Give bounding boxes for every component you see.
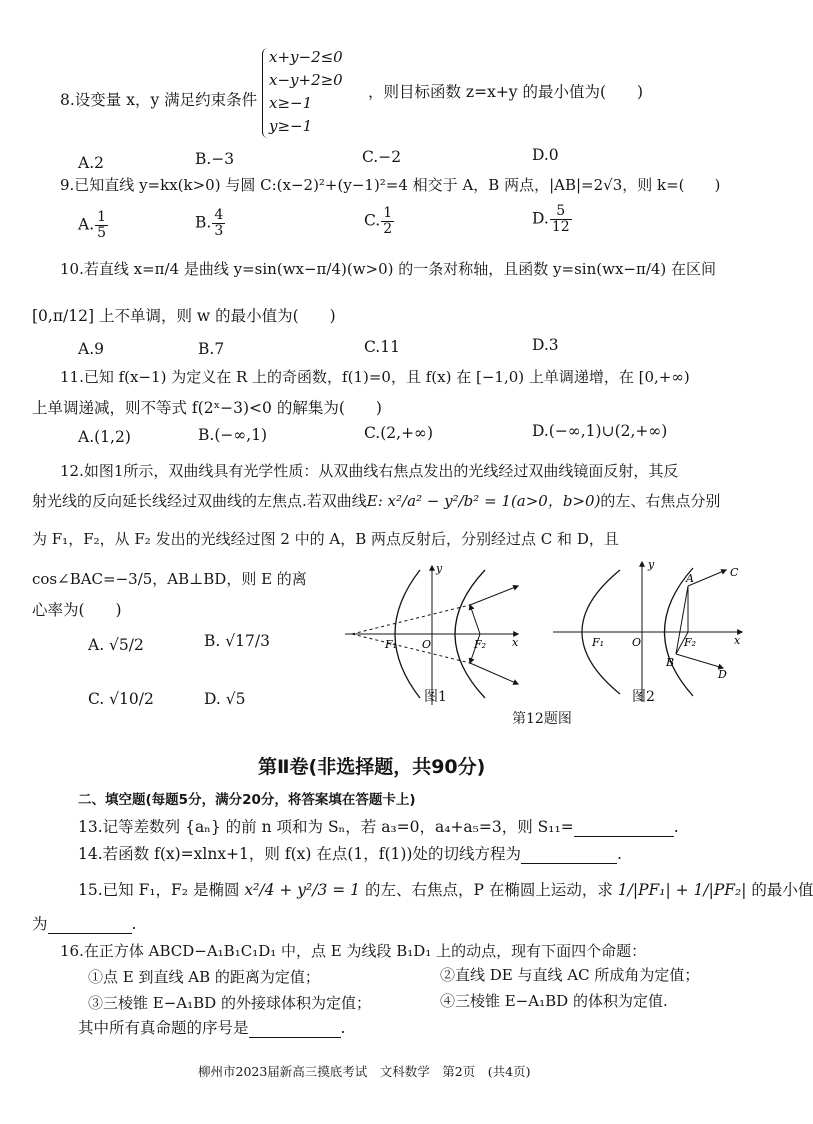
- q12-figure-caption: 第12题图: [512, 711, 572, 727]
- q16-prop-1: ①点 E 到直线 AB 的距离为定值；: [88, 968, 320, 986]
- fig2-reflected-ray-d: [676, 654, 723, 668]
- q9-option-a: A. $\frac{1}{5}$: [78, 209, 107, 241]
- q12-line2: [32, 490, 720, 511]
- q11-option-b: B.(−∞,1): [198, 426, 268, 444]
- fig1-reflected-ray-upper: [470, 586, 518, 605]
- fig1-reflected-ray-lower: [470, 663, 518, 684]
- q16-prop-3: ③三棱锥 E−A₁BD 的外接球体积为定值；: [88, 994, 371, 1012]
- fig2-label-b: B: [666, 656, 675, 669]
- fig1-label-f1: F₁: [385, 638, 398, 651]
- fig1-dashed-ray-lower: [352, 634, 470, 663]
- q8-constraint-2: x−y+2≥0: [269, 71, 343, 89]
- fig2-label-f1: F₁: [592, 636, 605, 649]
- q12-line1: 12.如图1所示，双曲线具有光学性质：从双曲线右焦点发出的光线经过双曲线镜面反射，其反: [60, 462, 679, 480]
- q10-line2: [0,π/12] 上不单调，则 w 的最小值为( ): [32, 307, 336, 325]
- q16-prop-4: ④三棱锥 E−A₁BD 的体积为定值.: [440, 992, 668, 1010]
- q15-answer-blank: [48, 915, 132, 934]
- q12-line2-post: 的左、右焦点分别: [600, 492, 721, 510]
- q10-option-d: D.3: [532, 336, 559, 354]
- q10-option-a: A.9: [78, 340, 104, 358]
- q12-line2-pre: 射光线的反向延长线经过双曲线的左焦点.若双曲线: [32, 492, 367, 510]
- q12-fig1-caption: 图1: [424, 689, 447, 705]
- fig2-label-c: C: [730, 566, 739, 579]
- q15-line1-pre: 15.已知 F₁，F₂ 是椭圆: [78, 881, 240, 899]
- q15-line2-text: 为: [32, 915, 48, 933]
- q11-option-c: C.(2,+∞): [364, 424, 434, 442]
- q15-line2: 为 .: [32, 915, 137, 933]
- q13: 13.记等差数列 {aₙ} 的前 n 项和为 Sₙ，若 a₃=0，a₄+a₅=3，则 S₁₁= .: [78, 818, 679, 836]
- q8-constraint-3: x≥−1: [269, 94, 313, 112]
- q14-answer-blank: [521, 845, 617, 864]
- q12-option-a: A. √5/2: [88, 636, 144, 654]
- fig2-label-o: O: [632, 636, 642, 649]
- q10-option-c: C.11: [364, 338, 400, 356]
- q15-ellipse-equation: x²/4 + y²/3 = 1: [244, 881, 361, 899]
- q10-line1: 10.若直线 x=π/4 是曲线 y=sin(wx−π/4)(w>0) 的一条对称轴，且函数 y=sin(wx−π/4) 在区间: [60, 260, 717, 278]
- q15-line1-mid: 的左、右焦点，P 在椭圆上运动，求: [364, 881, 613, 899]
- q16-prop-2: ②直线 DE 与直线 AC 所成角为定值；: [440, 966, 700, 984]
- q12-fig2-caption: 图2: [632, 689, 655, 705]
- fig2-label-f2: F₂: [684, 636, 697, 649]
- q12-line4: cos∠BAC=−3/5，AB⊥BD，则 E 的离: [32, 570, 307, 588]
- q9-option-c: C. $\frac{1}{2}$: [364, 205, 393, 237]
- q8-option-d: D.0: [532, 146, 559, 164]
- q16-stem: 16.在正方体 ABCD−A₁B₁C₁D₁ 中，点 E 为线段 B₁D₁ 上的动点，现有下面四个命题：: [60, 942, 647, 960]
- q13-answer-blank: [574, 818, 674, 837]
- q8-constraint-system: [262, 48, 373, 138]
- page-footer: 柳州市2023届新高三摸底考试 文科数学 第2页 (共4页): [198, 1064, 531, 1079]
- fig1-dashed-ray-upper: [352, 605, 470, 634]
- fig1-label-o: O: [422, 638, 432, 651]
- q8-constraint-1: x+y−2≤0: [269, 48, 343, 66]
- part2-title: 第Ⅱ卷(非选择题，共90分): [258, 756, 486, 778]
- q8-constraint-4: y≥−1: [269, 117, 313, 135]
- q15-expression: 1/|PF₁| + 1/|PF₂|: [617, 881, 747, 899]
- q9-option-b: B. $\frac{4}{3}$: [195, 207, 224, 239]
- q11-line2: 上单调递减，则不等式 f(2ˣ−3)<0 的解集为( ): [32, 399, 382, 417]
- fig2-label-a: A: [686, 572, 694, 585]
- q12-line3: 为 F₁，F₂，从 F₂ 发出的光线经过图 2 中的 A，B 两点反射后，分别经过点 C 和 D，且: [32, 530, 619, 548]
- q11-line1: 11.已知 f(x−1) 为定义在 R 上的奇函数，f(1)=0，且 f(x) 在 [−1,0) 上单调递增，在 [0,+∞): [60, 368, 690, 386]
- q12-option-b: B. √17/3: [204, 632, 270, 650]
- q12-hyperbola-equation: E: x²/a² − y²/b² = 1(a>0，b>0): [366, 492, 601, 510]
- fig1-label-y: y: [436, 562, 443, 575]
- q10-option-b: B.7: [198, 340, 225, 358]
- q8-stem-end: ，则目标函数 z=x+y 的最小值为( ): [368, 83, 644, 101]
- q16-answer-blank: [249, 1019, 341, 1038]
- q8-option-a: A.2: [78, 154, 104, 172]
- fig1-label-x: x: [512, 636, 519, 649]
- q13-stem: 13.记等差数列 {aₙ} 的前 n 项和为 Sₙ，若 a₃=0，a₄+a₅=3，则 S₁₁=: [78, 818, 574, 836]
- q8-option-b: B.−3: [195, 150, 235, 168]
- q15-line1-post: 的最小值: [751, 881, 813, 899]
- q8-option-c: C.−2: [362, 148, 402, 166]
- fig1-incident-ray-upper: [470, 605, 480, 634]
- fig2-label-x: x: [734, 634, 741, 647]
- q12-figure-2: [548, 556, 748, 706]
- q14-stem: 14.若函数 f(x)=xlnx+1，则 f(x) 在点(1，f(1))处的切线方程为: [78, 845, 521, 863]
- q15-line1: [78, 878, 813, 900]
- section2-header: 二、填空题(每题5分，满分20分，将答案填在答题卡上): [78, 792, 416, 808]
- q9-option-d: D. $\frac{5}{12}$: [532, 203, 570, 235]
- q12-line5: 心率为( ): [32, 601, 122, 619]
- q16-ask-text: 其中所有真命题的序号是: [78, 1019, 249, 1037]
- fig1-label-f2: F₂: [474, 638, 487, 651]
- q11-option-d: D.(−∞,1)∪(2,+∞): [532, 422, 668, 440]
- q12-option-d: D. √5: [204, 690, 246, 708]
- q12-option-c: C. √10/2: [88, 690, 154, 708]
- q16-ask: 其中所有真命题的序号是 .: [78, 1019, 346, 1037]
- q8-stem: 8.设变量 x，y 满足约束条件: [60, 91, 258, 109]
- q14: 14.若函数 f(x)=xlnx+1，则 f(x) 在点(1，f(1))处的切线方程为 .: [78, 845, 622, 863]
- q11-option-a: A.(1,2): [78, 428, 131, 446]
- fig2-label-y: y: [648, 558, 655, 571]
- q9-stem: 9.已知直线 y=kx(k>0) 与圆 C:(x−2)²+(y−1)²=4 相交于 A，B 两点，|AB|=2√3，则 k=( ): [60, 176, 721, 194]
- fig2-label-d: D: [718, 668, 727, 681]
